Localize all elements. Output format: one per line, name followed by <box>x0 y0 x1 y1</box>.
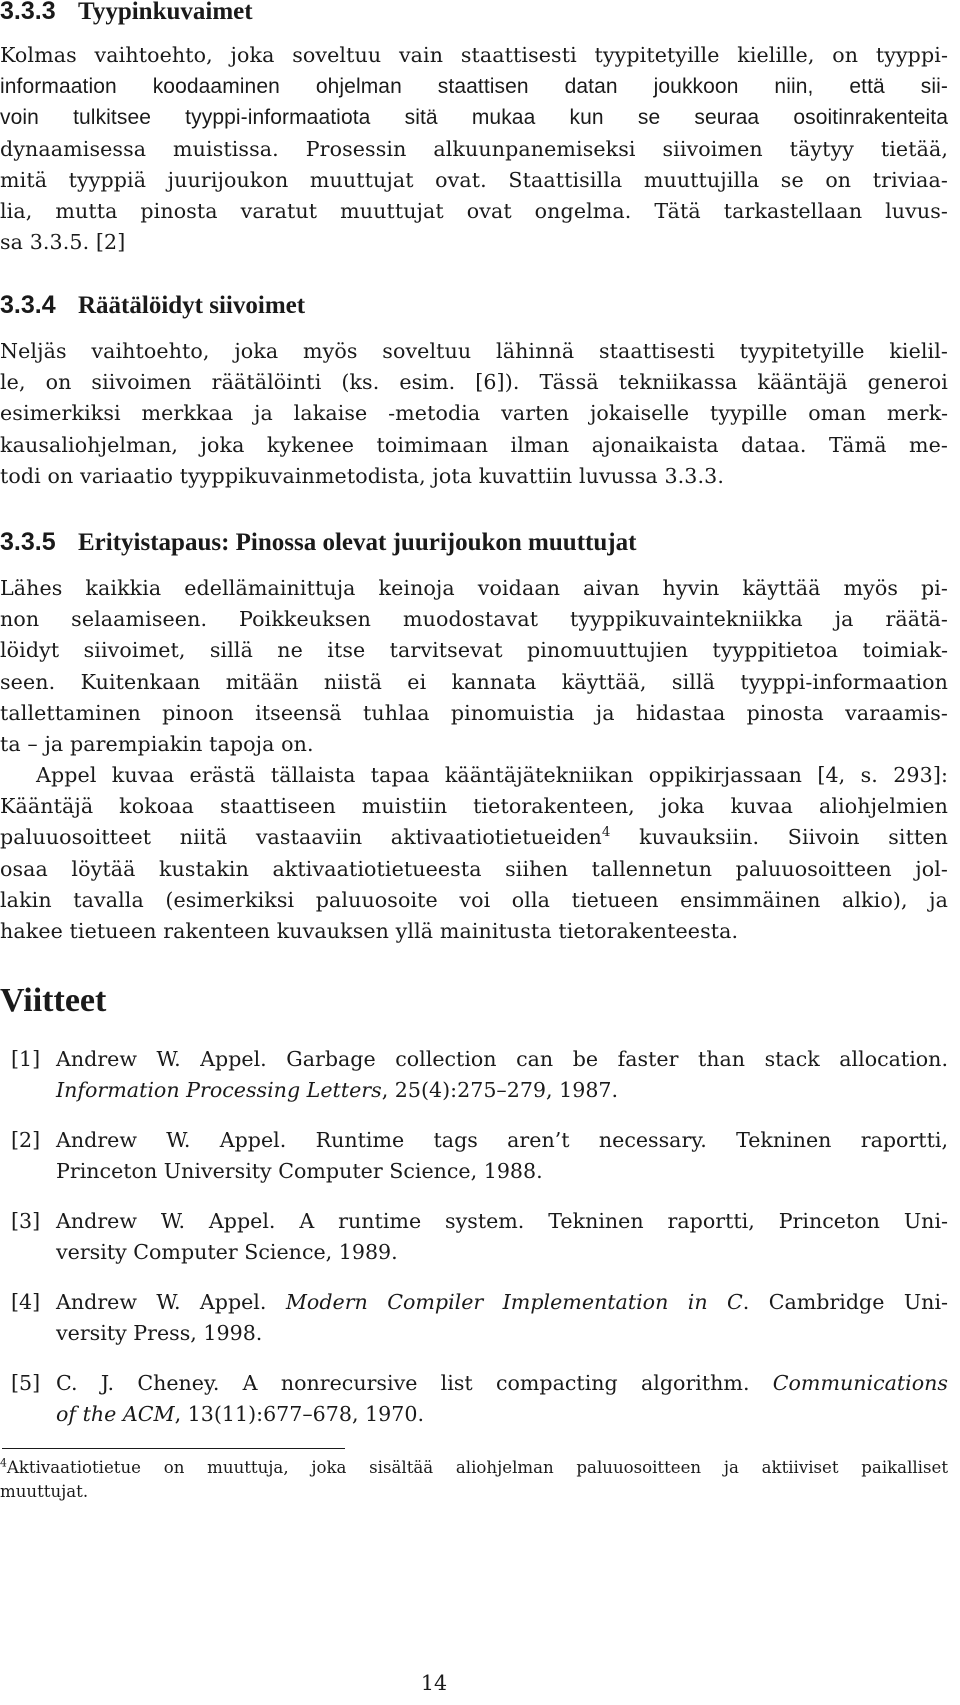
text-line: todi on variaatio tyyppikuvainmetodista, jota kuvattiin luvussa 3.3.3. <box>0 463 724 488</box>
text-line: lia, mutta pinosta varatut muuttujat ovat ongelma. Tätä tarkastellaan luvus- <box>0 199 948 224</box>
text-line: informaation koodaaminen ohjelman staattisen datan joukkoon niin, että sii- <box>0 75 948 99</box>
footnote-mark: 4 <box>0 1456 7 1470</box>
reference-line: versity Press, 1998. <box>56 1321 263 1346</box>
reference-label: [1] <box>11 1047 41 1071</box>
text-line: osaa löytää kustakin aktivaatiotietueesta siihen tallennetun paluuosoitteen jol- <box>0 856 948 881</box>
reference-label: [4] <box>11 1290 41 1314</box>
section-number: 3.3.4 <box>0 291 56 319</box>
text-line: kausaliohjelman, joka kykenee toimimaan ilman ajonaikaista dataa. Tämä me- <box>0 432 948 457</box>
text-line: Neljäs vaihtoehto, joka myös soveltuu lähinnä staattisesti tyypitetyille kielil- <box>0 339 948 363</box>
section-heading-3-3-3 <box>0 0 948 27</box>
reference-line: Andrew W. Appel. Runtime tags aren’t necessary. Tekninen raportti, <box>56 1128 948 1152</box>
footnote-rule <box>2 1448 345 1449</box>
paragraph-3-3-3 <box>0 40 948 258</box>
text-line: esimerkiksi merkkaa ja lakaise -metodia varten jokaiselle tyypille oman merk- <box>0 401 948 426</box>
section-number: 3.3.5 <box>0 528 56 556</box>
section-title: Räätälöidyt siivoimet <box>78 292 306 319</box>
reference-line: of the ACM, 13(11):677–678, 1970. <box>56 1402 425 1427</box>
reference-line: Andrew W. Appel. Modern Compiler Implementation in C. Cambridge Uni- <box>56 1290 948 1314</box>
reference-label: [5] <box>11 1371 41 1395</box>
text-line: Kolmas vaihtoehto, joka soveltuu vain staattisesti tyypitetyille kielille, on tyyppi- <box>0 43 948 67</box>
text-line: Lähes kaikkia edellämainittuja keinoja voidaan aivan hyvin käyttää myös pi- <box>0 576 948 600</box>
text-line: Kääntäjä kokoaa staattiseen muistiin tietorakenteen, joka kuvaa aliohjelmien <box>0 794 948 819</box>
footnote <box>0 1456 948 1504</box>
reference-label: [2] <box>11 1128 41 1152</box>
text-line: le, on siivoimen räätälöinti (ks. esim. [6]). Tässä tekniikassa kääntäjä generoi <box>0 370 948 395</box>
reference-line: versity Computer Science, 1989. <box>56 1240 398 1265</box>
text-line: non selaamiseen. Poikkeuksen muodostavat tyyppikuvaintekniikka ja räätä- <box>0 607 948 632</box>
text-line: voin tulkitsee tyyppi-informaatiota sitä mukaa kun se seuraa osoitinrakenteita <box>0 106 948 130</box>
text-line: tallettaminen pinoon itseensä tuhlaa pinomuistia ja hidastaa pinosta varaamis- <box>0 700 948 725</box>
paragraph-3-3-4 <box>0 336 948 492</box>
section-heading-3-3-5 <box>0 527 948 558</box>
reference-label: [3] <box>11 1209 41 1233</box>
reference-line: C. J. Cheney. A nonrecursive list compacting algorithm. Communications <box>56 1371 948 1395</box>
paragraph-3-3-5-b <box>0 760 948 947</box>
footnote-marker: 4 <box>601 825 611 841</box>
text-line: Appel kuvaa erästä tällaista tapaa kääntäjätekniikan oppikirjassaan [4, s. 293]: <box>36 763 948 787</box>
text-line: hakee tietueen rakenteen kuvauksen yllä mainitusta tietorakenteesta. <box>0 919 739 944</box>
reference-line: Andrew W. Appel. Garbage collection can be faster than stack allocation. <box>56 1047 948 1071</box>
text-line: seen. Kuitenkaan mitään niistä ei kannata käyttää, sillä tyyppi-informaation <box>0 669 948 694</box>
text-line: dynaamisessa muistissa. Prosessin alkuunpanemiseksi siivoimen täytyy tietää, <box>0 136 948 161</box>
text-line: ta – ja parempiakin tapoja on. <box>0 732 314 757</box>
section-title: Erityistapaus: Pinossa olevat juurijoukon muuttujat <box>78 529 637 556</box>
footnote-line: $^4$Aktivaatiotietue on muuttuja, joka sisältää aliohjelman paluuosoitteen ja aktiiviset paikalliset <box>0 1456 948 1477</box>
footnote-line: muuttujat. <box>0 1482 89 1501</box>
reference-line: Information Processing Letters, 25(4):275–279, 1987. <box>56 1078 619 1103</box>
reference-line: Andrew W. Appel. A runtime system. Tekninen raportti, Princeton Uni- <box>56 1209 948 1233</box>
page-number: 14 <box>420 1671 448 1695</box>
text-line: sa 3.3.5. [2] <box>0 230 126 255</box>
text-line: lakin tavalla (esimerkiksi paluuosoite voi olla tietueen ensimmäinen alkio), ja <box>0 887 948 912</box>
reference-line: Princeton University Computer Science, 1988. <box>56 1159 543 1184</box>
text-line: paluuosoitteet niitä vastaaviin aktivaatiotietueiden$^4$ kuvauksiin. Siivoin sitten <box>0 825 948 850</box>
text-line: mitä tyyppiä juurijoukon muuttujat ovat. Staattisilla muuttujilla se on triviaa- <box>0 167 948 192</box>
section-heading-3-3-4 <box>0 290 948 321</box>
section-title: Tyypinkuvaimet <box>78 0 253 25</box>
section-number: 3.3.3 <box>0 0 56 25</box>
paragraph-3-3-5-a <box>0 573 948 760</box>
references-heading: Viitteet <box>0 982 107 1019</box>
text-line: löidyt siivoimet, sillä ne itse tarvitsevat pinomuuttujien tyyppitietoa toimiak- <box>0 638 948 663</box>
